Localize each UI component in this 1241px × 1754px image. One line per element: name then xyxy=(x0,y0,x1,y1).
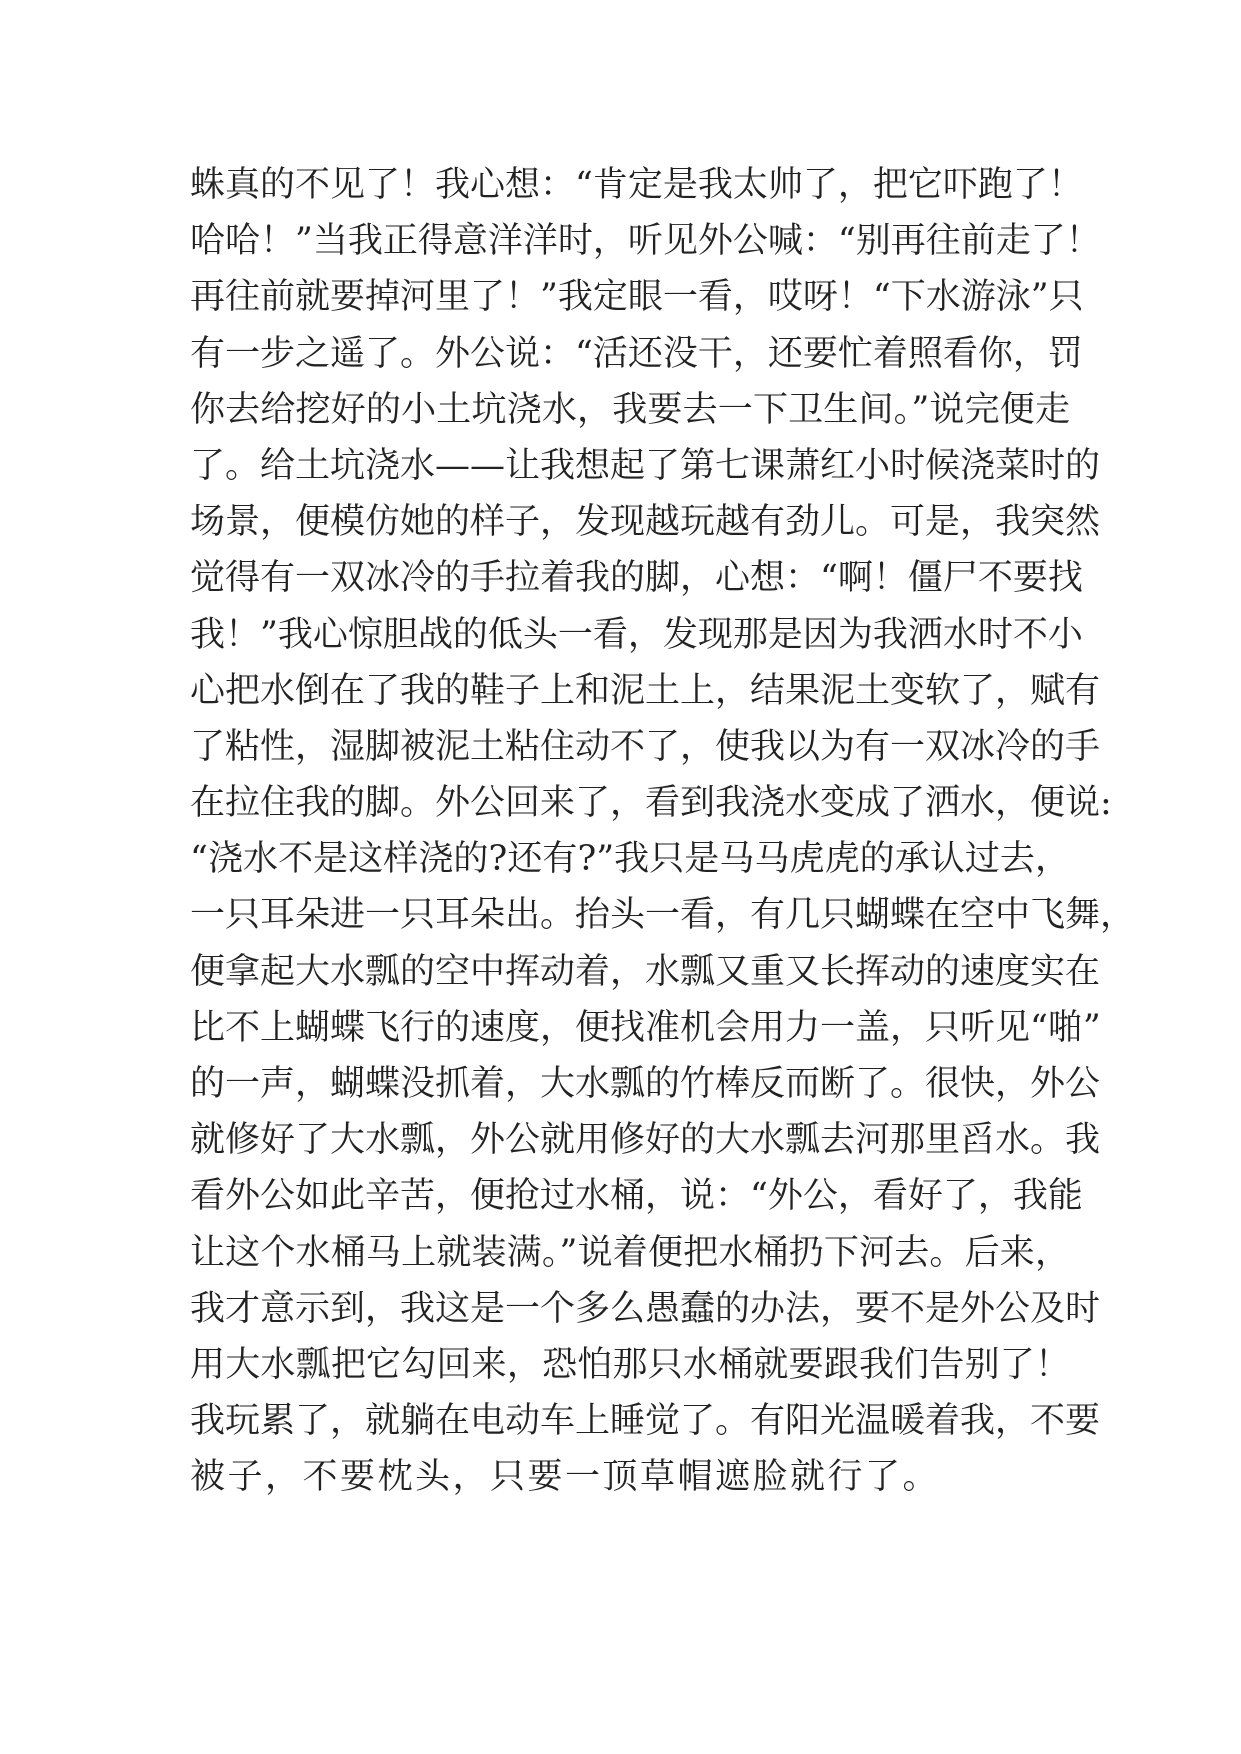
text-line: 看外公如此辛苦，便抢过水桶，说：“外公，看好了，我能 xyxy=(190,1176,1083,1217)
text-line: 比不上蝴蝶飞行的速度，便找准机会用力一盖，只听见“啪” xyxy=(190,1007,1101,1048)
text-line: 觉得有一双冰冷的手拉着我的脚，心想：“啊！僵尸不要找 xyxy=(190,558,1083,599)
text-line: 心把水倒在了我的鞋子上和泥土上，结果泥土变软了，赋有 xyxy=(190,670,1101,711)
text-line: 你去给挖好的小土坑浇水，我要去一下卫生间。”说完便走 xyxy=(190,389,1070,430)
text-line: 便拿起大水瓢的空中挥动着，水瓢又重又长挥动的速度实在 xyxy=(190,951,1101,992)
text-line: 哈哈！”当我正得意洋洋时，听见外公喊：“别再往前走了！ xyxy=(190,221,1101,262)
text-line: “浇水不是这样浇的?还有?”我只是马马虎虎的承认过去， xyxy=(190,839,1070,880)
text-line: 的一声，蝴蝶没抓着，大水瓢的竹棒反而断了。很快，外公 xyxy=(190,1064,1101,1104)
text-line: 了。给土坑浇水——让我想起了第七课萧红小时候浇菜时的 xyxy=(190,445,1101,486)
body-text xyxy=(190,157,1136,1506)
text-line: 我！”我心惊胆战的低头一看，发现那是因为我洒水时不小 xyxy=(190,614,1083,655)
text-line: 让这个水桶马上就装满。”说着便把水桶扔下河去。后来， xyxy=(190,1232,1070,1273)
text-line: 我玩累了，就躺在电动车上睡觉了。有阳光温暖着我，不要 xyxy=(190,1401,1101,1442)
text-line: 一只耳朵进一只耳朵出。抬头一看，有几只蝴蝶在空中飞舞， xyxy=(190,895,1136,936)
text-line-last: 被子，不要枕头，只要一顶草帽遮脸就行了。 xyxy=(190,1457,941,1498)
text-line: 就修好了大水瓢，外公就用修好的大水瓢去河那里舀水。我 xyxy=(190,1120,1101,1161)
text-line: 场景，便模仿她的样子，发现越玩越有劲儿。可是，我突然 xyxy=(190,502,1101,543)
text-line: 蛛真的不见了！我心想：“肯定是我太帅了，把它吓跑了！ xyxy=(190,165,1083,205)
text-line: 在拉住我的脚。外公回来了，看到我浇水变成了洒水，便说: xyxy=(190,783,1112,824)
text-line: 再往前就要掉河里了！”我定眼一看，哎呀！“下水游泳”只 xyxy=(190,277,1084,318)
text-line: 了粘性，湿脚被泥土粘住动不了，使我以为有一双冰冷的手 xyxy=(190,726,1101,767)
text-line: 有一步之遥了。外公说：“活还没干，还要忙着照看你，罚 xyxy=(190,333,1083,374)
text-line: 用大水瓢把它勾回来，恐怕那只水桶就要跟我们告别了！ xyxy=(190,1344,1070,1385)
text-line: 我才意示到，我这是一个多么愚蠢的办法，要不是外公及时 xyxy=(190,1288,1101,1329)
